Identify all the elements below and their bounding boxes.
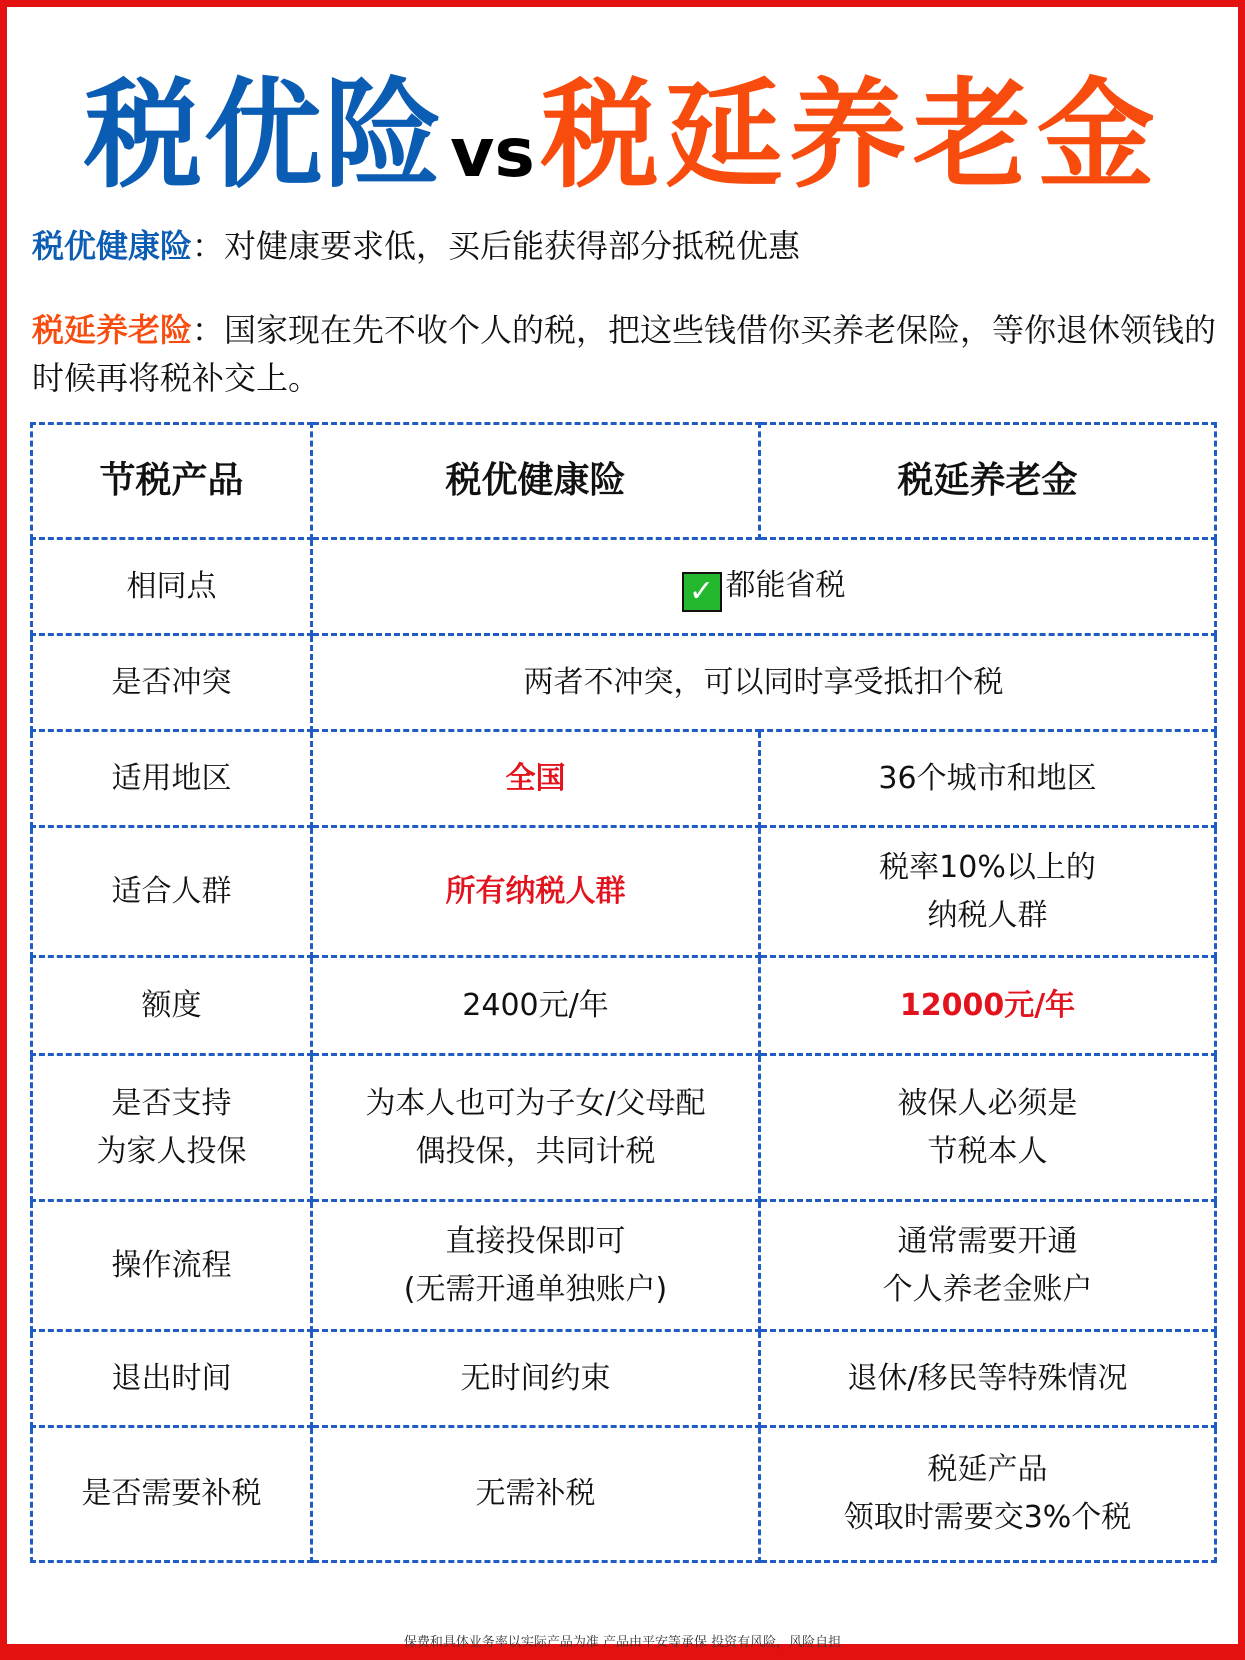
highlight-text: 全国 [505, 760, 566, 796]
table-row [32, 957, 1216, 1055]
cell-col1 [312, 1055, 760, 1201]
cell-line: 节税本人 [927, 1133, 1048, 1169]
table-row [32, 1331, 1216, 1427]
title-vs: vs [450, 114, 535, 193]
merged-cell [312, 539, 1216, 635]
table-row [32, 731, 1216, 827]
table-row [32, 539, 1216, 635]
intro-separator: ： [192, 227, 225, 265]
cell-col2 [760, 827, 1216, 957]
cell-line: 是否支持 [111, 1085, 232, 1121]
row-label: 适用地区 [32, 731, 312, 827]
comparison-table [30, 422, 1217, 1563]
intro-keyword: 税优健康险 [32, 227, 193, 265]
cell-line: 为家人投保 [96, 1133, 247, 1169]
cell-text: 都能省税 [725, 567, 846, 603]
cell-line: 个人养老金账户 [882, 1271, 1093, 1307]
table-row [32, 1427, 1216, 1562]
cell-line: 纳税人群 [927, 897, 1048, 933]
header-cell: 税延养老金 [760, 424, 1216, 539]
intro-separator: ： [192, 311, 225, 349]
row-label [32, 1055, 312, 1201]
disclaimer-footer: 保费和具体业务率以实际产品为准 产品由平安等承保 投资有风险，风险自担 [403, 1635, 842, 1650]
cell-line: 偶投保，共同计税 [415, 1133, 656, 1169]
cell-line: 领取时需要交3%个税 [843, 1500, 1132, 1535]
row-label: 退出时间 [32, 1331, 312, 1427]
highlight-text: 所有纳税人群 [445, 873, 626, 909]
cell-line: 被保人必须是 [897, 1085, 1078, 1121]
cell-line: 直接投保即可 [445, 1223, 626, 1259]
cell-col1: 无需补税 [312, 1427, 760, 1562]
intro-text: 国家现在先不收个人的税，把这些钱借你买养老保险，等你退休领钱的时候再将税补交上。 [32, 311, 1217, 397]
table-row [32, 635, 1216, 731]
row-label: 额度 [32, 957, 312, 1055]
cell-col2: 退休/移民等特殊情况 [760, 1331, 1216, 1427]
header-cell: 税优健康险 [312, 424, 760, 539]
cell-col2 [760, 957, 1216, 1055]
cell-line: 税延产品 [927, 1452, 1048, 1487]
intro-pension-insurance [32, 306, 1222, 402]
header-cell: 节税产品 [32, 424, 312, 539]
table-row [32, 827, 1216, 957]
title-left: 税优险 [84, 66, 445, 204]
row-label: 是否需要补税 [32, 1427, 312, 1562]
cell-col2 [760, 1201, 1216, 1331]
intro-health-insurance [32, 222, 1222, 270]
page-title [0, 40, 1245, 210]
cell-col1 [312, 731, 760, 827]
cell-col1 [312, 827, 760, 957]
cell-line: 通常需要开通 [897, 1223, 1078, 1259]
merged-cell: 两者不冲突，可以同时享受抵扣个税 [312, 635, 1216, 731]
cell-col2 [760, 1427, 1216, 1562]
cell-col1: 无时间约束 [312, 1331, 760, 1427]
table-header-row [32, 424, 1216, 539]
title-right: 税延养老金 [540, 66, 1161, 204]
table-row [32, 1055, 1216, 1201]
table-row [32, 1201, 1216, 1331]
cell-col1 [312, 1201, 760, 1331]
cell-line: 税率10%以上的 [879, 849, 1096, 885]
intro-text: 对健康要求低，买后能获得部分抵税优惠 [224, 227, 801, 265]
cell-col2 [760, 1055, 1216, 1201]
row-label: 是否冲突 [32, 635, 312, 731]
cell-col2: 36个城市和地区 [760, 731, 1216, 827]
row-label: 操作流程 [32, 1201, 312, 1331]
cell-line: (无需开通单独账户) [403, 1271, 668, 1307]
row-label: 相同点 [32, 539, 312, 635]
row-label: 适合人群 [32, 827, 312, 957]
intro-keyword: 税延养老险 [32, 311, 193, 349]
cell-line: 为本人也可为子女/父母配 [365, 1085, 706, 1121]
check-icon: ✓ [682, 572, 722, 612]
highlight-text: 12000元/年 [899, 987, 1076, 1023]
cell-col1: 2400元/年 [312, 957, 760, 1055]
